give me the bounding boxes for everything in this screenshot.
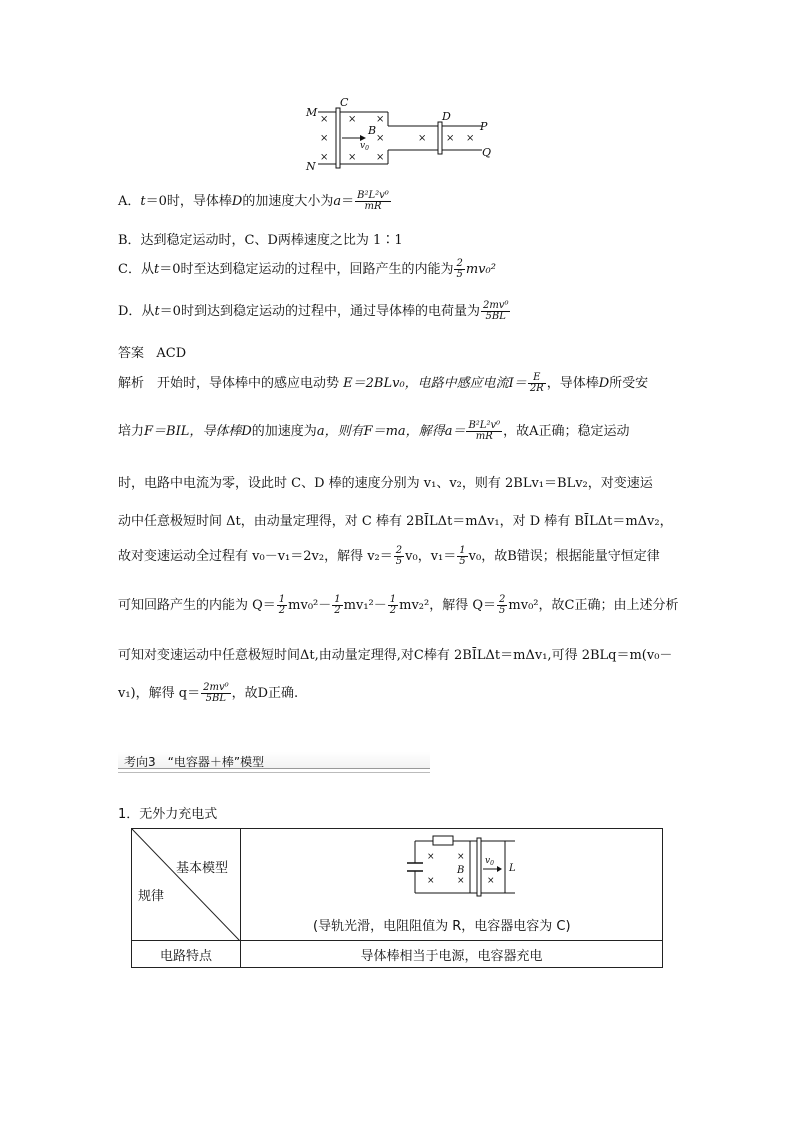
svg-text:×: × xyxy=(348,152,357,163)
svg-text:×: × xyxy=(487,876,495,886)
label-P: P xyxy=(480,120,488,133)
header-cell xyxy=(132,829,241,941)
option-b: B．达到稳定运动时，C、D两棒速度之比为 1∶1 xyxy=(118,233,403,248)
analysis-line-3: 时，电路中电流为零，设此时 C、D 棒的速度分别为 v₁、v₂，则有 2BLv₁＝BLv₂，对变速运 xyxy=(118,476,653,491)
label-M: M xyxy=(306,106,318,119)
fig-label-B: B xyxy=(457,865,465,876)
analysis-line-8: v₁)，解得 q＝ $\frac{\text{2mv⁰}}{5BL}$ ，故D正确. xyxy=(118,681,299,704)
subsection-title: 1．无外力充电式 xyxy=(118,807,218,822)
svg-text:×: × xyxy=(376,152,385,163)
label-N: N xyxy=(306,160,316,173)
svg-text:×: × xyxy=(427,852,435,862)
header-top: 基本模型 xyxy=(176,861,229,876)
svg-text:×: × xyxy=(457,852,465,862)
label-B: B xyxy=(368,124,377,137)
svg-text:×: × xyxy=(418,133,427,144)
fig-label-L: L xyxy=(509,863,516,874)
label-D: D xyxy=(442,110,451,123)
row-value: 导体棒相当于电源，电容器充电 xyxy=(241,941,663,968)
svg-text:×: × xyxy=(348,114,357,125)
model-table xyxy=(131,828,663,968)
model-cell xyxy=(241,829,663,941)
label-v0: $v_0$ xyxy=(360,141,369,152)
section-title: 考向3 “电容器＋棒”模型 xyxy=(124,755,265,769)
analysis-line-2: 培力F＝BIL，导体棒D的加速度为a，则有F＝ma，解得a＝ $\frac{\text{B²L²v⁰}}{mR}$ ，故A正确；稳定运动 xyxy=(118,419,630,442)
svg-text:×: × xyxy=(446,133,455,144)
svg-text:×: × xyxy=(376,133,385,144)
svg-text:×: × xyxy=(466,133,475,144)
svg-text:×: × xyxy=(376,114,385,125)
svg-text:×: × xyxy=(427,876,435,886)
table-caption: (导轨光滑，电阻阻值为 R，电容器电容为 C) xyxy=(313,919,571,934)
analysis-line-4: 动中任意极短时间 Δt，由动量定理得，对 C 棒有 2BĪLΔt＝mΔv₁，对 D 棒有 BĪLΔt＝mΔv₂， xyxy=(118,514,673,529)
fraction: $\frac{\text{B²L²v⁰}}{mR}$ xyxy=(357,189,389,212)
fig-label-v0: $v_0$ xyxy=(485,856,494,867)
svg-text:×: × xyxy=(320,114,329,125)
analysis-line-5: 故对变速运动全过程有 v₀－v₁＝2v₂，解得 v₂＝ $\frac{2}{5}$ v₀，v₁＝ $\frac{1}{5}$ v₀，故B错误；根据能量守恒定律 xyxy=(118,544,660,567)
option-a: A．t＝0时，导体棒D的加速度大小为a＝ $\frac{\text{B²L²v⁰}}{mR}$ xyxy=(118,189,389,212)
answer-label: 答案 xyxy=(118,346,145,361)
section-header xyxy=(118,750,430,772)
capacitor-figure xyxy=(395,835,525,899)
analysis-line-1: 解析 开始时，导体棒中的感应电动势 E＝2BLv₀，电路中感应电流I＝ $\frac{E}{2R}$ ，导体棒D所受安 xyxy=(118,371,649,394)
analysis-line-7: 可知对变速运动中任意极短时间Δt,由动量定理得,对C棒有 2BĪLΔt＝mΔv₁,可得 2BLq＝m(v₀－ xyxy=(118,648,673,663)
svg-text:×: × xyxy=(320,133,329,144)
row-label: 电路特点 xyxy=(132,941,241,968)
svg-text:×: × xyxy=(457,876,465,886)
answer-line xyxy=(118,342,186,361)
label-Q: Q xyxy=(482,146,492,159)
rails-figure xyxy=(300,96,500,174)
analysis-line-6: 可知回路产生的内能为 Q＝ $\frac{1}{2}$ mv₀²－ $\frac{1}{2}$ mv₁²－ $\frac{1}{2}$ mv₂²，解得 Q＝ $\frac{2}{5}$ mv₀²，故C正确；由上述分析 xyxy=(118,593,679,616)
answer-value: ACD xyxy=(156,346,187,361)
option-c: C．从t＝0时至达到稳定运动的过程中，回路产生的内能为 $\frac{2}{5}$ mv₀² xyxy=(118,257,496,280)
header-bottom: 规律 xyxy=(138,889,165,904)
label-C: C xyxy=(340,96,349,109)
option-d: D．从t＝0时到达到稳定运动的过程中，通过导体棒的电荷量为 $\frac{\text{2mv⁰}}{5BL}$ xyxy=(118,299,509,322)
svg-text:×: × xyxy=(320,152,329,163)
